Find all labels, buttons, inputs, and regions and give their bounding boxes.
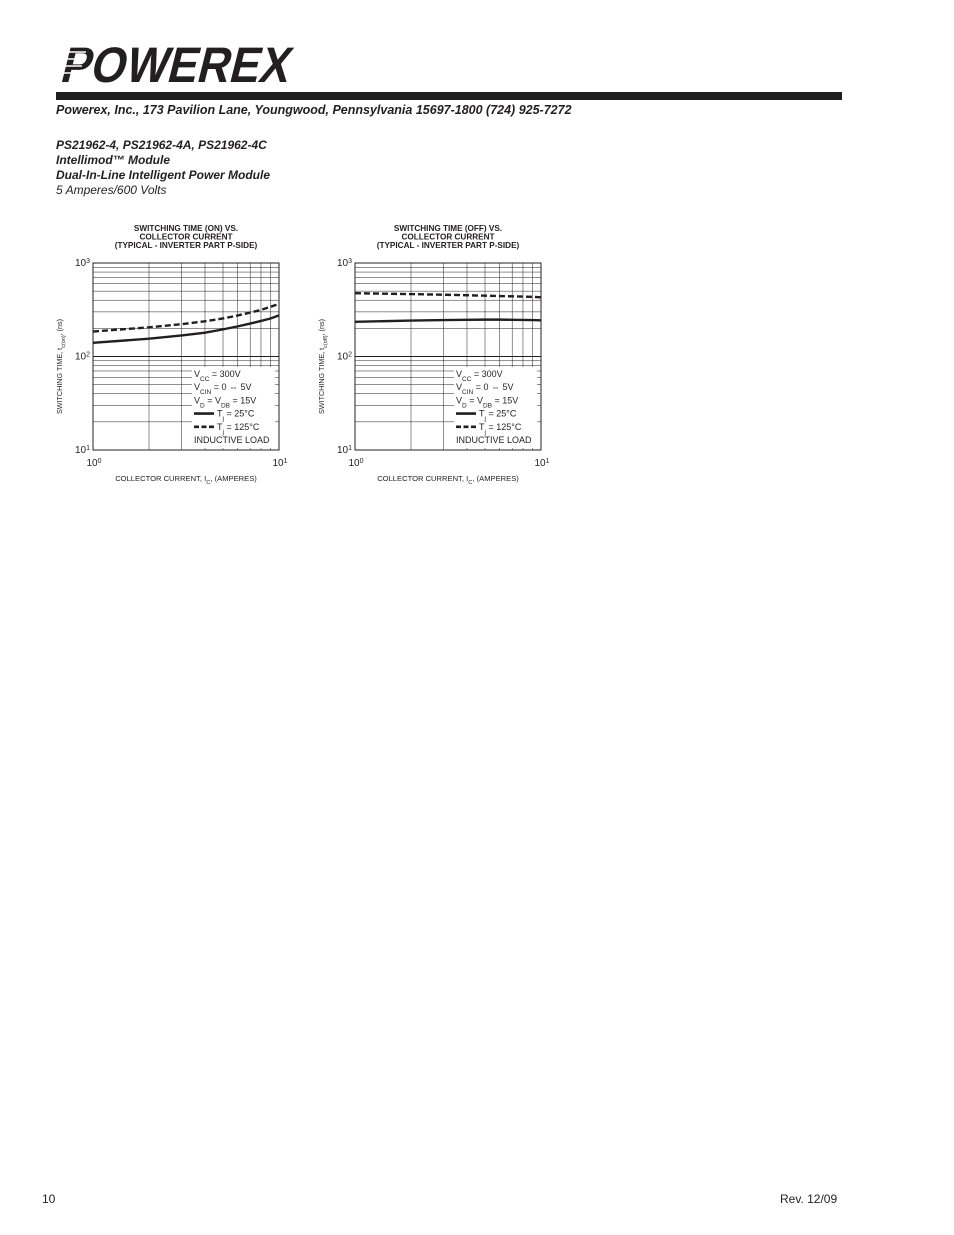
- chart-on-series-tj-125c-line: [93, 304, 279, 332]
- chart-off-y-tick-label: $10^1$: [336, 444, 352, 456]
- module-name: Intellimod™ Module: [56, 153, 170, 167]
- chart-switching-time-on: [54, 220, 314, 490]
- chart-off-svg: [316, 220, 576, 490]
- chart-off-x-axis-label: COLLECTOR CURRENT, $I_C$, (AMPERES): [377, 474, 519, 486]
- chart-on-condition-label: $V_{CIN} = 0$ ⇔ 5V: [194, 382, 252, 396]
- chart-on-svg: [54, 220, 314, 490]
- chart-off-x-tick-label: $10^0$: [348, 457, 364, 469]
- chart-switching-time-off: [316, 220, 576, 490]
- chart-off-condition-label: $V_{CIN} = 0$ ⇔ 5V: [456, 382, 514, 396]
- header-rule: [56, 92, 842, 100]
- chart-off-x-tick-label: $10^1$: [534, 457, 550, 469]
- chart-off-y-tick-label: $10^2$: [336, 351, 352, 363]
- chart-on-title-line: (TYPICAL - INVERTER PART P-SIDE): [114, 241, 258, 250]
- powerex-logo: [56, 36, 326, 93]
- part-numbers: PS21962-4, PS21962-4A, PS21962-4C: [56, 138, 267, 152]
- page-number: 10: [42, 1192, 56, 1206]
- chart-off-note-label: INDUCTIVE LOAD: [456, 435, 532, 445]
- chart-on-legend-label: $T_j = 125^\circ C$: [217, 421, 260, 436]
- company-address: Powerex, Inc., 173 Pavilion Lane, Youngwood, Pennsylvania 15697-1800 (724) 925-7272: [56, 103, 572, 117]
- module-rating: 5 Amperes/600 Volts: [56, 183, 167, 197]
- chart-off-condition-label: $V_D = V_{DB} = 15V$: [456, 395, 519, 409]
- chart-off-condition-label: $V_{CC} = 300V$: [456, 369, 503, 383]
- module-type: Dual-In-Line Intelligent Power Module: [56, 168, 271, 182]
- chart-on-x-axis-label: COLLECTOR CURRENT, $I_C$, (AMPERES): [115, 474, 257, 486]
- chart-on-x-tick-label: $10^1$: [272, 457, 288, 469]
- chart-on-x-tick-label: $10^0$: [86, 457, 102, 469]
- chart-on-y-tick-label: $10^3$: [74, 257, 90, 269]
- chart-on-y-tick-label: $10^2$: [74, 351, 90, 363]
- chart-on-legend-label: $T_j = 25^\circ C$: [217, 408, 255, 423]
- chart-on-condition-label: $V_{CC} = 300V$: [194, 369, 241, 383]
- chart-on-y-axis-label: SWITCHING TIME, $t_{c(on)}$, (ns): [55, 318, 67, 415]
- chart-off-title-line: SWITCHING TIME (OFF) VS.: [393, 224, 503, 233]
- chart-off-title-line: COLLECTOR CURRENT: [401, 232, 495, 242]
- chart-on-title-line: COLLECTOR CURRENT: [139, 232, 233, 242]
- chart-off-legend-label: $T_j = 25^\circ C$: [479, 408, 517, 423]
- chart-on-note-label: INDUCTIVE LOAD: [194, 435, 270, 445]
- chart-off-title-line: (TYPICAL - INVERTER PART P-SIDE): [376, 241, 520, 250]
- logo-wordmark: POWEREX: [56, 36, 326, 93]
- revision-date: Rev. 12/09: [780, 1192, 838, 1206]
- chart-on-title-line: SWITCHING TIME (ON) VS.: [133, 224, 239, 233]
- chart-off-legend-label: $T_j = 125^\circ C$: [479, 421, 522, 436]
- chart-on-y-tick-label: $10^1$: [74, 444, 90, 456]
- chart-off-series-tj-25c-line: [355, 320, 541, 322]
- chart-on-condition-label: $V_D = V_{DB} = 15V$: [194, 395, 257, 409]
- chart-off-y-axis-label: SWITCHING TIME, $t_{c(off)}$, (ns): [317, 319, 329, 414]
- chart-off-series-tj-125c-line: [355, 293, 541, 297]
- chart-off-y-tick-label: $10^3$: [336, 257, 352, 269]
